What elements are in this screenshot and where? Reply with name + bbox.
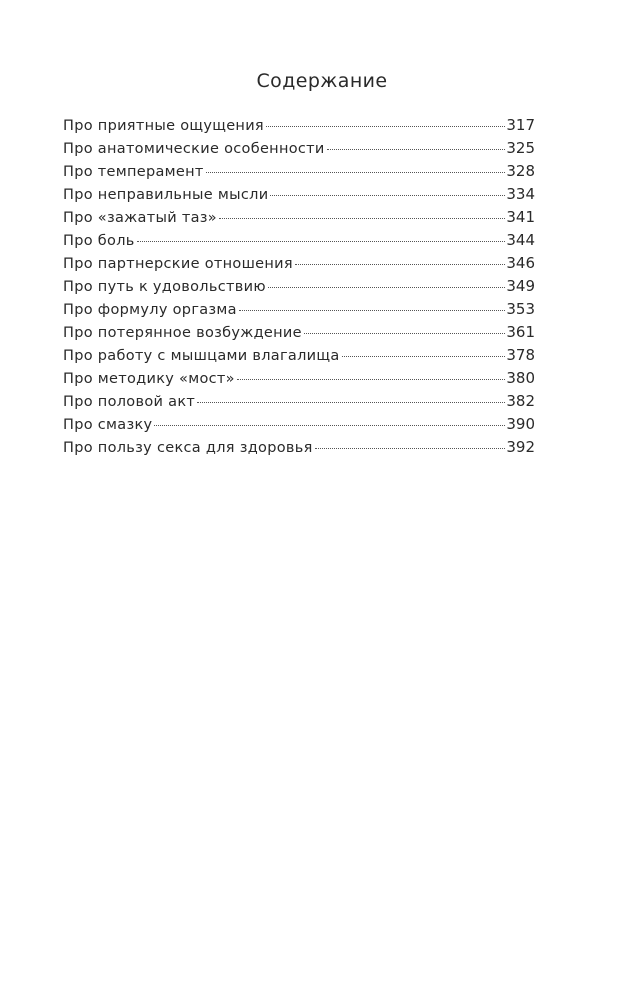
toc-entry-page: 349: [506, 277, 535, 295]
toc-entry-title: Про партнерские отношения: [63, 256, 293, 272]
toc-entry-title: Про методику «мост»: [63, 371, 235, 387]
toc-entry: [63, 298, 535, 321]
toc-entry: [63, 344, 535, 367]
dot-leader: [237, 379, 506, 380]
toc-entry: [63, 229, 535, 252]
dot-leader: [270, 195, 505, 196]
dot-leader: [327, 149, 506, 150]
toc-entry-page: 344: [506, 231, 535, 249]
toc-entry-title: Про смазку: [63, 417, 153, 433]
toc-entry: [63, 413, 535, 436]
toc-entry-page: 341: [506, 208, 535, 226]
toc-entry: [63, 436, 535, 459]
dot-leader: [304, 333, 505, 334]
toc-entry-page: 378: [506, 346, 535, 364]
toc-entry: [63, 114, 535, 137]
toc-entry: [63, 321, 535, 344]
toc-entry-page: 328: [506, 162, 535, 180]
dot-leader: [239, 310, 506, 311]
toc-entry-title: Про темперамент: [63, 164, 204, 180]
toc-entry-page: 325: [506, 139, 535, 157]
dot-leader: [137, 241, 506, 242]
toc-entry: [63, 183, 535, 206]
toc-title: Содержание: [256, 70, 388, 92]
toc-entry-title: Про путь к удовольствию: [63, 279, 266, 295]
toc-entry-title: Про потерянное возбуждение: [63, 325, 302, 341]
dot-leader: [206, 172, 506, 173]
toc-entry-title: Про боль: [63, 233, 135, 249]
toc-entry: [63, 252, 535, 275]
toc-entry-page: 334: [506, 185, 535, 203]
toc-entry: [63, 390, 535, 413]
toc-entry: [63, 160, 535, 183]
toc-entry-page: 317: [506, 116, 535, 134]
toc-entry-title: Про половой акт: [63, 394, 196, 410]
toc-entry: [63, 137, 535, 160]
toc-entry-page: 353: [506, 300, 535, 318]
toc-entry-title: Про анатомические особенности: [63, 141, 325, 157]
toc-entry-title: Про пользу секса для здоровья: [63, 440, 313, 456]
toc-entry-title: Про работу с мышцами влагалища: [63, 348, 340, 364]
toc-list: [63, 114, 535, 459]
toc-entry-title: Про «зажатый таз»: [63, 210, 217, 226]
toc-entry-page: 380: [506, 369, 535, 387]
toc-entry-page: 346: [506, 254, 535, 272]
toc-entry-page: 361: [506, 323, 535, 341]
toc-entry-page: 390: [506, 415, 535, 433]
dot-leader: [219, 218, 505, 219]
dot-leader: [266, 126, 505, 127]
toc-entry: [63, 367, 535, 390]
dot-leader: [295, 264, 505, 265]
toc-entry-page: 382: [506, 392, 535, 410]
dot-leader: [315, 448, 506, 449]
toc-entry-title: Про неправильные мысли: [63, 187, 269, 203]
toc-entry-page: 392: [506, 438, 535, 456]
dot-leader: [197, 402, 505, 403]
dot-leader: [154, 425, 505, 426]
toc-entry: [63, 275, 535, 298]
toc-entry-title: Про приятные ощущения: [63, 118, 264, 134]
dot-leader: [342, 356, 506, 357]
dot-leader: [268, 287, 506, 288]
toc-entry-title: Про формулу оргазма: [63, 302, 237, 318]
toc-entry: [63, 206, 535, 229]
